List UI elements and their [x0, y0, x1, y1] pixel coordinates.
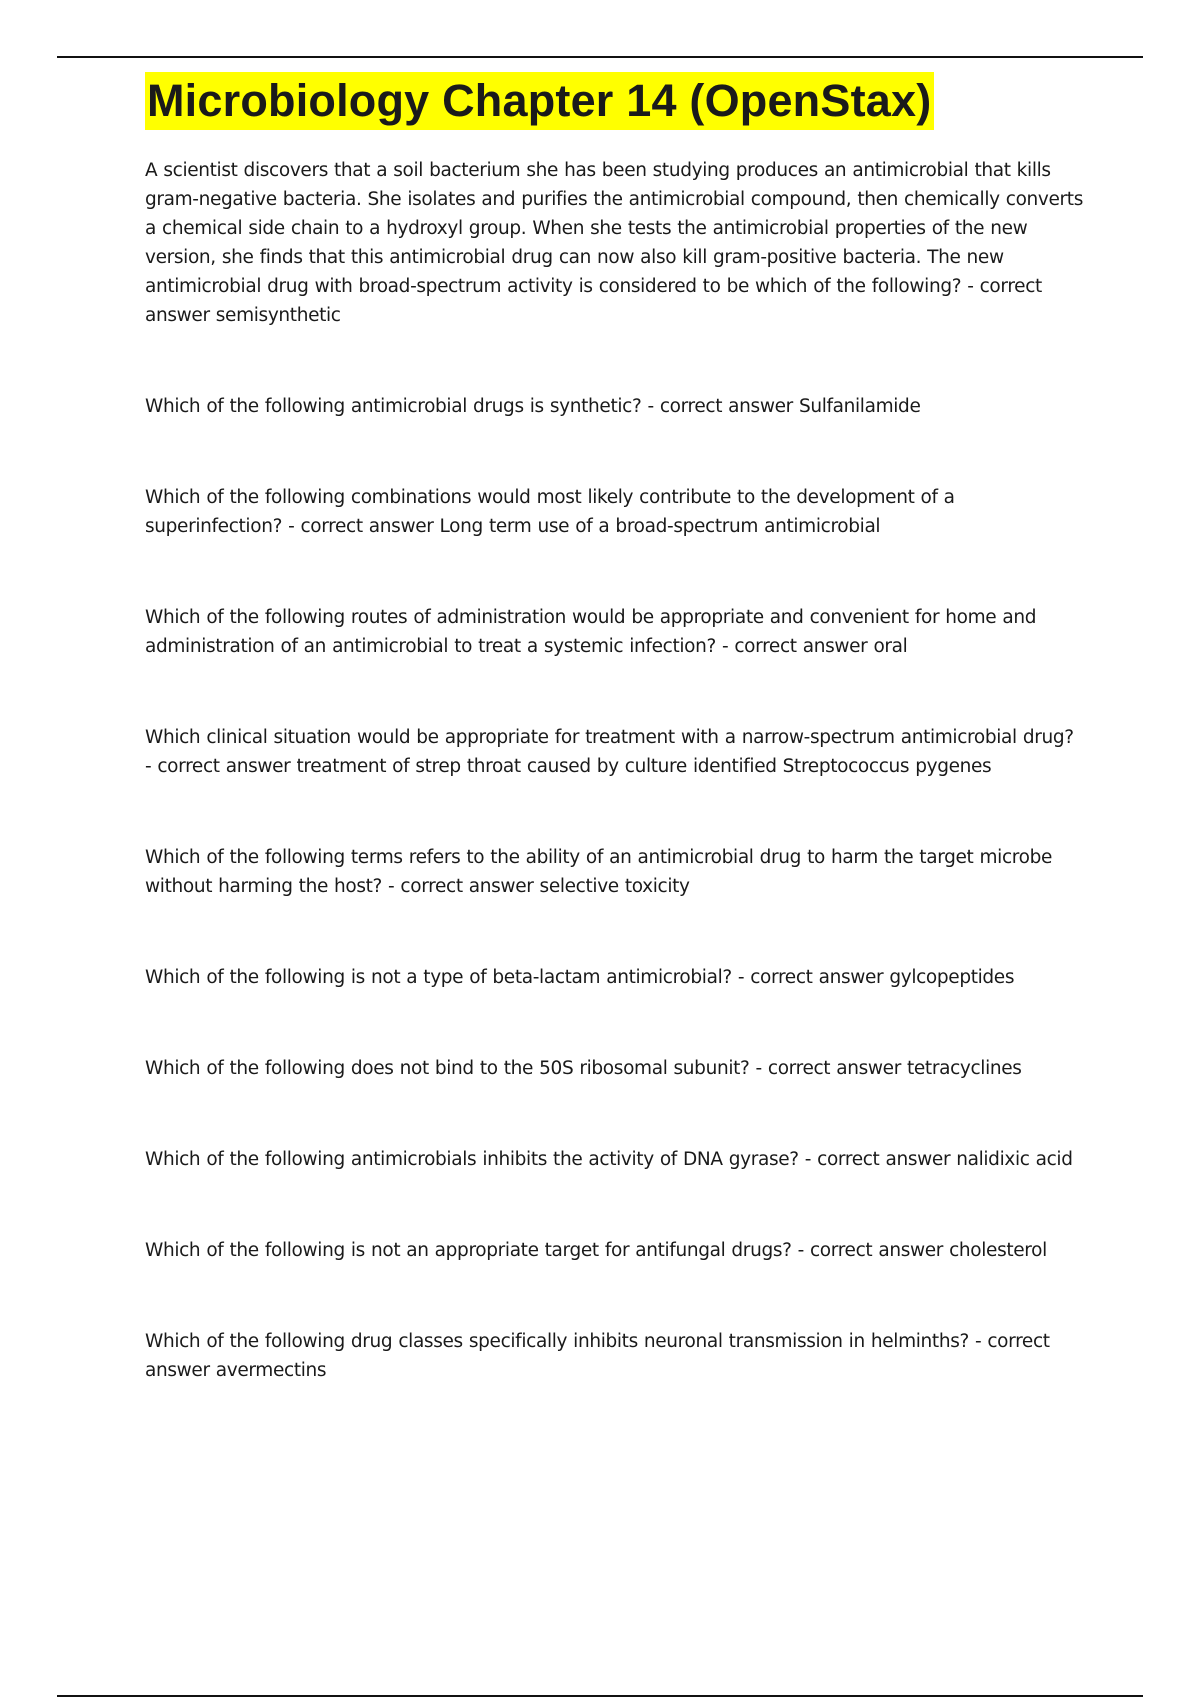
- answer-text: gylcopeptides: [889, 967, 1015, 988]
- qa-item: [145, 723, 1085, 781]
- answer-label: correct answer: [300, 516, 434, 537]
- qa-item: [145, 843, 1085, 901]
- separator: -: [715, 636, 735, 657]
- answer-label: correct answer: [809, 1240, 944, 1261]
- answer-text: avermectins: [215, 1360, 327, 1381]
- answer-label: correct answer: [659, 396, 793, 417]
- answer-label: correct answer: [145, 276, 1042, 326]
- question-text: Which clinical situation would be appropriate for treatment with a narrow-spectrum antimicrobial drug?: [145, 727, 1074, 748]
- page-title: Microbiology Chapter 14 (OpenStax): [145, 72, 934, 130]
- separator: -: [731, 967, 751, 988]
- qa-item: [145, 1236, 1085, 1265]
- qa-list: [145, 156, 1085, 1385]
- answer-text: tetracyclines: [906, 1058, 1022, 1079]
- answer-label: correct answer: [767, 1058, 901, 1079]
- qa-item: [145, 483, 1085, 541]
- qa-item: [145, 1145, 1085, 1174]
- separator: -: [798, 1149, 818, 1170]
- answer-label: correct answer: [750, 967, 884, 988]
- answer-label: correct answer: [400, 876, 534, 897]
- question-text: Which of the following is not an appropriate target for antifungal drugs?: [145, 1240, 792, 1261]
- answer-label: correct answer: [817, 1149, 951, 1170]
- answer-text: cholesterol: [949, 1240, 1047, 1261]
- question-text: A scientist discovers that a soil bacterium she has been studying produces an antimicrobial that kills gram-negative bacteria. She isolates and purifies the antimicrobial compound, then chemically converts a chemical side chain to a hydroxyl group. When she tests the antimicrobial properties of the new version, she finds that this antimicrobial drug can now also kill gram-positive bacteria. The new antimicrobial drug with broad-spectrum activity is considered to be which of the following?: [145, 160, 1083, 297]
- question-text: Which of the following antimicrobial drugs is synthetic?: [145, 396, 642, 417]
- qa-item: [145, 392, 1085, 421]
- answer-text: Long term use of a broad-spectrum antimicrobial: [439, 516, 881, 537]
- separator: -: [641, 396, 660, 417]
- question-text: Which of the following drug classes specifically inhibits neuronal transmission in helminths?: [145, 1331, 969, 1352]
- answer-label: correct answer: [145, 1331, 1050, 1381]
- answer-label: correct answer: [734, 636, 868, 657]
- separator: -: [961, 276, 980, 297]
- answer-text: semisynthetic: [215, 305, 341, 326]
- qa-item: [145, 156, 1085, 330]
- answer-text: oral: [873, 636, 908, 657]
- qa-item: [145, 603, 1085, 661]
- separator: -: [282, 516, 301, 537]
- question-text: Which of the following terms refers to the ability of an antimicrobial drug to harm the target microbe without harming the host?: [145, 847, 1053, 897]
- qa-item: [145, 963, 1085, 992]
- answer-text: treatment of strep throat caused by culture identified Streptococcus pygenes: [296, 756, 992, 777]
- answer-text: nalidixic acid: [956, 1149, 1073, 1170]
- question-text: Which of the following antimicrobials inhibits the activity of DNA gyrase?: [145, 1149, 799, 1170]
- separator: -: [382, 876, 401, 897]
- answer-text: selective toxicity: [539, 876, 690, 897]
- question-text: Which of the following is not a type of beta-lactam antimicrobial?: [145, 967, 732, 988]
- qa-item: [145, 1327, 1085, 1385]
- question-text: Which of the following does not bind to the 50S ribosomal subunit?: [145, 1058, 750, 1079]
- separator: -: [968, 1331, 988, 1352]
- document-body: [145, 72, 1085, 1447]
- answer-text: Sulfanilamide: [798, 396, 921, 417]
- question-text: Which of the following routes of administration would be appropriate and convenient for home and administration of an antimicrobial to treat a systemic infection?: [145, 607, 1037, 657]
- header-rule: [57, 56, 1143, 58]
- page-title-container: [145, 72, 1085, 130]
- separator: -: [791, 1240, 810, 1261]
- question-text: Which of the following combinations would most likely contribute to the development of a superinfection?: [145, 487, 955, 537]
- separator: -: [749, 1058, 768, 1079]
- qa-item: [145, 1054, 1085, 1083]
- footer-rule: [57, 1695, 1143, 1697]
- answer-label: correct answer: [157, 756, 291, 777]
- separator: -: [145, 756, 158, 777]
